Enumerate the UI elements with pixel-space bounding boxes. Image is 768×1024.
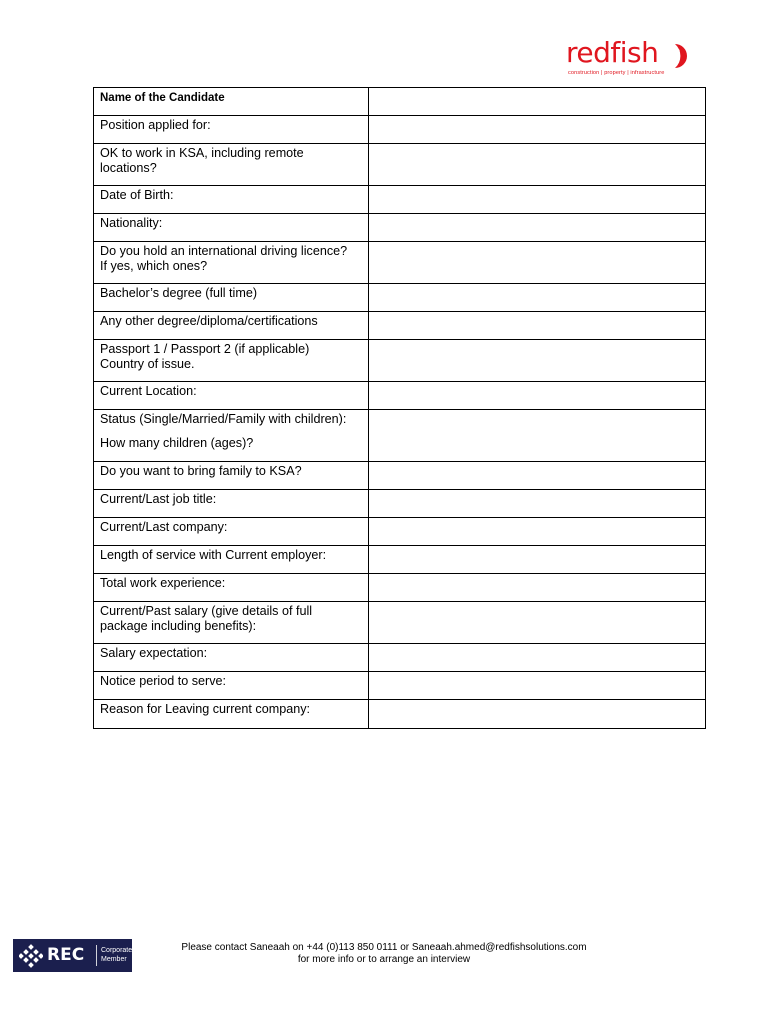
fish-mark-icon [669, 42, 695, 70]
form-label-cell [94, 672, 369, 700]
form-answer-cell[interactable] [369, 410, 706, 462]
form-row-nationality [94, 214, 706, 242]
form-label: Reason for Leaving current company: [100, 702, 311, 716]
logo-tagline: construction | property | infrastructure [568, 70, 665, 76]
form-row-service-length [94, 546, 706, 574]
form-label-cell [94, 462, 369, 490]
form-label: Current Location: [100, 384, 197, 398]
form-answer-cell[interactable] [369, 672, 706, 700]
rec-subtitle [101, 947, 132, 964]
form-label-cell [94, 644, 369, 672]
rec-corporate-member-badge [13, 939, 132, 972]
form-label: Date of Birth: [100, 188, 174, 202]
form-label: Current/Past salary (give details of full [100, 604, 313, 618]
form-label-cell [94, 214, 369, 242]
form-answer-cell[interactable] [369, 574, 706, 602]
form-answer-cell[interactable] [369, 546, 706, 574]
form-label: Salary expectation: [100, 646, 208, 660]
form-answer-cell[interactable] [369, 382, 706, 410]
form-row-passport [94, 340, 706, 382]
rec-diamond-dots-icon [19, 944, 43, 968]
form-row-job-title [94, 490, 706, 518]
form-answer-cell[interactable] [369, 284, 706, 312]
form-row-family-ksa [94, 462, 706, 490]
form-label: Current/Last job title: [100, 492, 217, 506]
form-label-cell [94, 340, 369, 382]
form-row-reason-leaving [94, 700, 706, 729]
form-answer-cell[interactable] [369, 462, 706, 490]
form-label-line2: Country of issue. [100, 357, 195, 371]
form-label-line2: If yes, which ones? [100, 259, 208, 273]
form-label-cell [94, 144, 369, 186]
form-label-cell [94, 700, 369, 729]
form-label: Length of service with Current employer: [100, 548, 327, 562]
form-answer-cell[interactable] [369, 490, 706, 518]
form-label: OK to work in KSA, including remote [100, 146, 304, 160]
rec-subtitle-line2: Member [101, 955, 127, 963]
form-row-work-ksa [94, 144, 706, 186]
form-label-cell [94, 546, 369, 574]
form-label-cell [94, 410, 369, 462]
form-row-company [94, 518, 706, 546]
form-label: Current/Last company: [100, 520, 228, 534]
form-row-driving-licence [94, 242, 706, 284]
form-answer-cell[interactable] [369, 644, 706, 672]
form-row-location [94, 382, 706, 410]
form-row-other-degree [94, 312, 706, 340]
form-row-position [94, 116, 706, 144]
contact-line-1: Please contact Saneaah on +44 (0)113 850 0111 or Saneaah.ahmed@redfishsolutions.com [181, 942, 587, 953]
form-label: Name of the Candidate [100, 92, 225, 104]
form-label: Do you want to bring family to KSA? [100, 464, 302, 478]
form-label-line2: package including benefits): [100, 619, 257, 633]
form-label: Total work experience: [100, 576, 226, 590]
form-label: Any other degree/diploma/certifications [100, 314, 318, 328]
form-answer-cell[interactable] [369, 214, 706, 242]
form-label: Position applied for: [100, 118, 211, 132]
form-answer-cell[interactable] [369, 186, 706, 214]
contact-line-2: for more info or to arrange an interview [297, 954, 471, 965]
form-row-dob [94, 186, 706, 214]
form-row-status [94, 410, 706, 462]
form-answer-cell[interactable] [369, 242, 706, 284]
form-answer-cell[interactable] [369, 144, 706, 186]
candidate-form-table [93, 87, 706, 729]
form-answer-cell[interactable] [369, 700, 706, 729]
form-label-cell [94, 312, 369, 340]
form-row-experience [94, 574, 706, 602]
form-label-cell [94, 116, 369, 144]
form-row-salary-expectation [94, 644, 706, 672]
form-label: Nationality: [100, 216, 163, 230]
form-label: Notice period to serve: [100, 674, 226, 688]
logo-wordmark: redfish [566, 36, 659, 69]
form-label: Do you hold an international driving licence? [100, 244, 348, 258]
form-label-cell [94, 186, 369, 214]
form-label-line2: locations? [100, 161, 157, 175]
form-label-cell [94, 602, 369, 644]
form-row-salary [94, 602, 706, 644]
contact-info [140, 942, 628, 966]
form-label-cell [94, 574, 369, 602]
form-answer-cell[interactable] [369, 340, 706, 382]
form-label-cell [94, 490, 369, 518]
form-row-name [94, 88, 706, 116]
form-row-notice-period [94, 672, 706, 700]
form-answer-cell[interactable] [369, 116, 706, 144]
form-answer-cell[interactable] [369, 88, 706, 116]
form-label-cell [94, 518, 369, 546]
form-answer-cell[interactable] [369, 602, 706, 644]
redfish-logo [566, 36, 696, 80]
form-label: Passport 1 / Passport 2 (if applicable) [100, 342, 310, 356]
form-label: Status (Single/Married/Family with children): [100, 412, 347, 426]
form-label-cell [94, 382, 369, 410]
form-answer-cell[interactable] [369, 518, 706, 546]
form-label-cell [94, 284, 369, 312]
form-label-line2: How many children (ages)? [100, 436, 254, 450]
rec-label: REC [47, 945, 85, 965]
rec-subtitle-line1: Corporate [101, 947, 133, 954]
form-row-bachelors [94, 284, 706, 312]
form-label: Bachelor’s degree (full time) [100, 286, 258, 300]
form-label-cell [94, 242, 369, 284]
rec-divider [96, 945, 97, 966]
form-answer-cell[interactable] [369, 312, 706, 340]
form-label-cell [94, 88, 369, 116]
